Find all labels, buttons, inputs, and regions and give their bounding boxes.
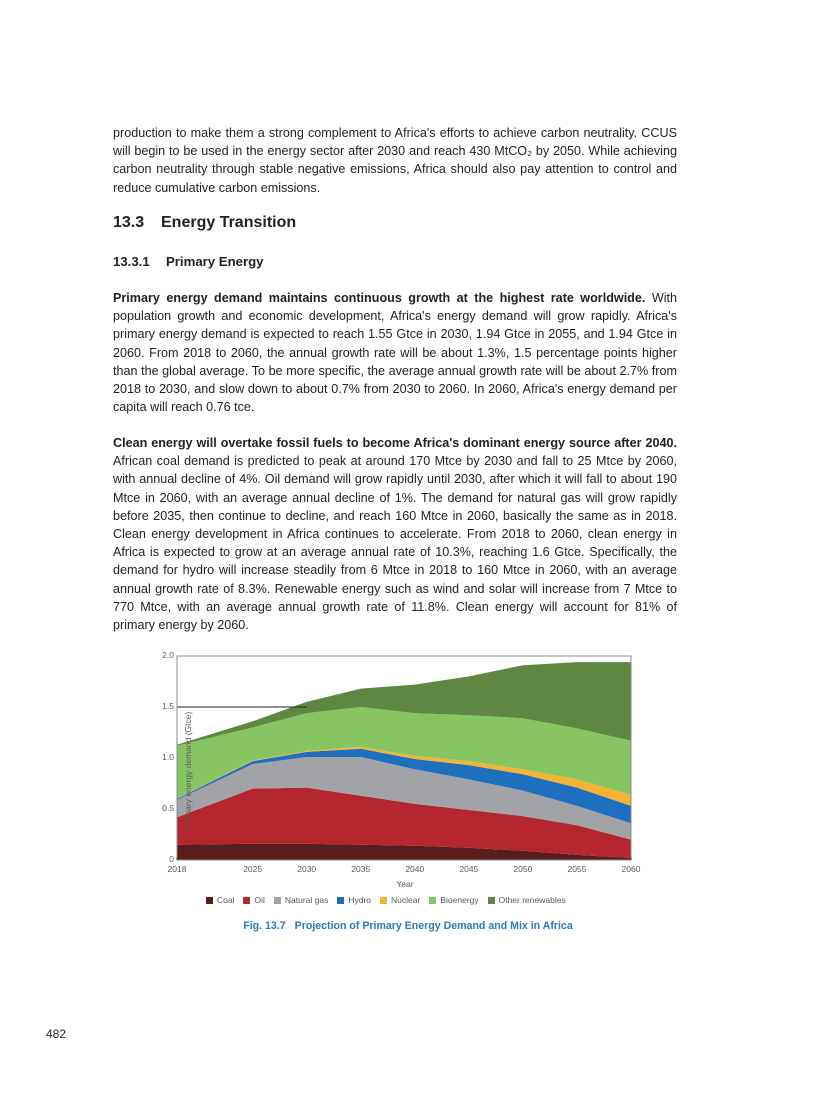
legend-label: Oil xyxy=(254,895,265,905)
x-axis-label: Year xyxy=(396,879,414,889)
subsection-number: 13.3.1 xyxy=(113,254,150,269)
legend-swatch-icon xyxy=(274,897,281,904)
x-tick-label: 2025 xyxy=(243,864,263,874)
figure-title: Projection of Primary Energy Demand and Mix in Africa xyxy=(294,920,573,932)
page-number: 482 xyxy=(46,1027,67,1041)
stacked-area-chart xyxy=(140,645,660,915)
legend-label: Other renewables xyxy=(498,895,566,905)
section-title: Energy Transition xyxy=(161,214,297,231)
x-tick-label: 2045 xyxy=(459,864,479,874)
legend-label: Hydro xyxy=(348,895,372,905)
legend-item-natural-gas xyxy=(274,895,328,905)
section-number: 13.3 xyxy=(113,214,145,231)
figure-caption xyxy=(0,920,816,932)
legend-item-bioenergy xyxy=(429,895,478,905)
legend-item-coal xyxy=(206,895,234,905)
y-tick-label: 1.0 xyxy=(162,752,174,762)
paragraph-body: With population growth and economic development, Africa's energy demand will grow rapidly. Africa's primary energy demand is expected to reach 1.55 Gtce in 2030, 1.94 Gtce in 2055, and 1.94 Gtce in 2060. From 2018 to 2060, the annual growth rate will be about 1.3%, 1.5 percentage points higher than the global average. To be more specific, the average annual growth rate will be about 2.7% from 2018 to 2030, and slow down to about 0.7% from 2030 to 2060. In 2060, Africa's energy demand per capita will reach 0.76 tce. xyxy=(113,291,678,415)
y-tick-label: 0 xyxy=(169,854,174,864)
y-axis-label: Primary energy demand (Gtce) xyxy=(183,711,193,829)
legend-label: Bioenergy xyxy=(440,895,479,905)
paragraph-clean-energy xyxy=(113,434,677,634)
legend-swatch-icon xyxy=(429,897,436,904)
x-tick-label: 2050 xyxy=(513,864,533,874)
x-tick-label: 2055 xyxy=(567,864,587,874)
y-tick-label: 1.5 xyxy=(162,701,174,711)
legend-item-hydro xyxy=(337,895,371,905)
x-tick-label: 2040 xyxy=(405,864,425,874)
y-tick-label: 2.0 xyxy=(162,650,174,660)
section-heading xyxy=(113,214,296,232)
figure-number: Fig. 13.7 xyxy=(243,920,286,932)
legend-swatch-icon xyxy=(337,897,344,904)
x-tick-label: 2030 xyxy=(297,864,317,874)
subsection-heading xyxy=(113,254,264,269)
x-tick-label: 2035 xyxy=(351,864,371,874)
paragraph-body: African coal demand is predicted to peak at around 170 Mtce by 2030 and fall to 25 Mtce by 2060, with annual decline of 4%. Oil demand will grow rapidly until 2030, after which it will fall to about 190 Mtce in 2060, with an average annual decline of 1%. The demand for natural gas will grow rapidly before 2035, then continue to decline, and reach 160 Mtce in 2060, basically the same as in 2018. Clean energy development in Africa continues to accelerate. From 2018 to 2060, clean energy in Africa is expected to grow at an average annual rate of 10.3%, reaching 1.6 Gtce. Specifically, the demand for hydro will increase steadily from 6 Mtce in 2018 to 160 Mtce in 2060, with an average annual growth rate of 8.3%. Renewable energy such as wind and solar will increase from 7 Mtce to 770 Mtce, with an average annual growth rate of 11.8%. Clean energy will account for 81% of primary energy by 2060. xyxy=(113,454,677,633)
legend-swatch-icon xyxy=(380,897,387,904)
legend-label: Coal xyxy=(217,895,235,905)
legend-label: Natural gas xyxy=(284,895,329,905)
paragraph-primary-demand xyxy=(113,289,677,416)
paragraph-lead: Primary energy demand maintains continuous growth at the highest rate worldwide. xyxy=(113,291,646,305)
legend-item-other-renewables xyxy=(488,895,566,905)
paragraph-lead: Clean energy will overtake fossil fuels to become Africa's dominant energy source after 2040. xyxy=(113,436,677,450)
x-tick-label: 2060 xyxy=(621,864,641,874)
legend-swatch-icon xyxy=(206,897,213,904)
subsection-title: Primary Energy xyxy=(166,254,264,269)
intro-paragraph: production to make them a strong complement to Africa's efforts to achieve carbon neutrality. CCUS will begin to be used in the energy sector after 2030 and reach 430 MtCO₂ by 2050. While achieving carbon neutrality through stable negative emissions, Africa should also pay attention to control and reduce cumulative carbon emissions. xyxy=(113,126,677,195)
legend-swatch-icon xyxy=(243,897,250,904)
chart-plot xyxy=(140,645,660,875)
chart-legend xyxy=(206,895,575,905)
legend-item-nuclear xyxy=(380,895,420,905)
legend-item-oil xyxy=(243,895,264,905)
legend-label: Nuclear xyxy=(391,895,421,905)
legend-swatch-icon xyxy=(488,897,495,904)
x-tick-label: 2018 xyxy=(167,864,187,874)
y-tick-label: 0.5 xyxy=(162,803,174,813)
